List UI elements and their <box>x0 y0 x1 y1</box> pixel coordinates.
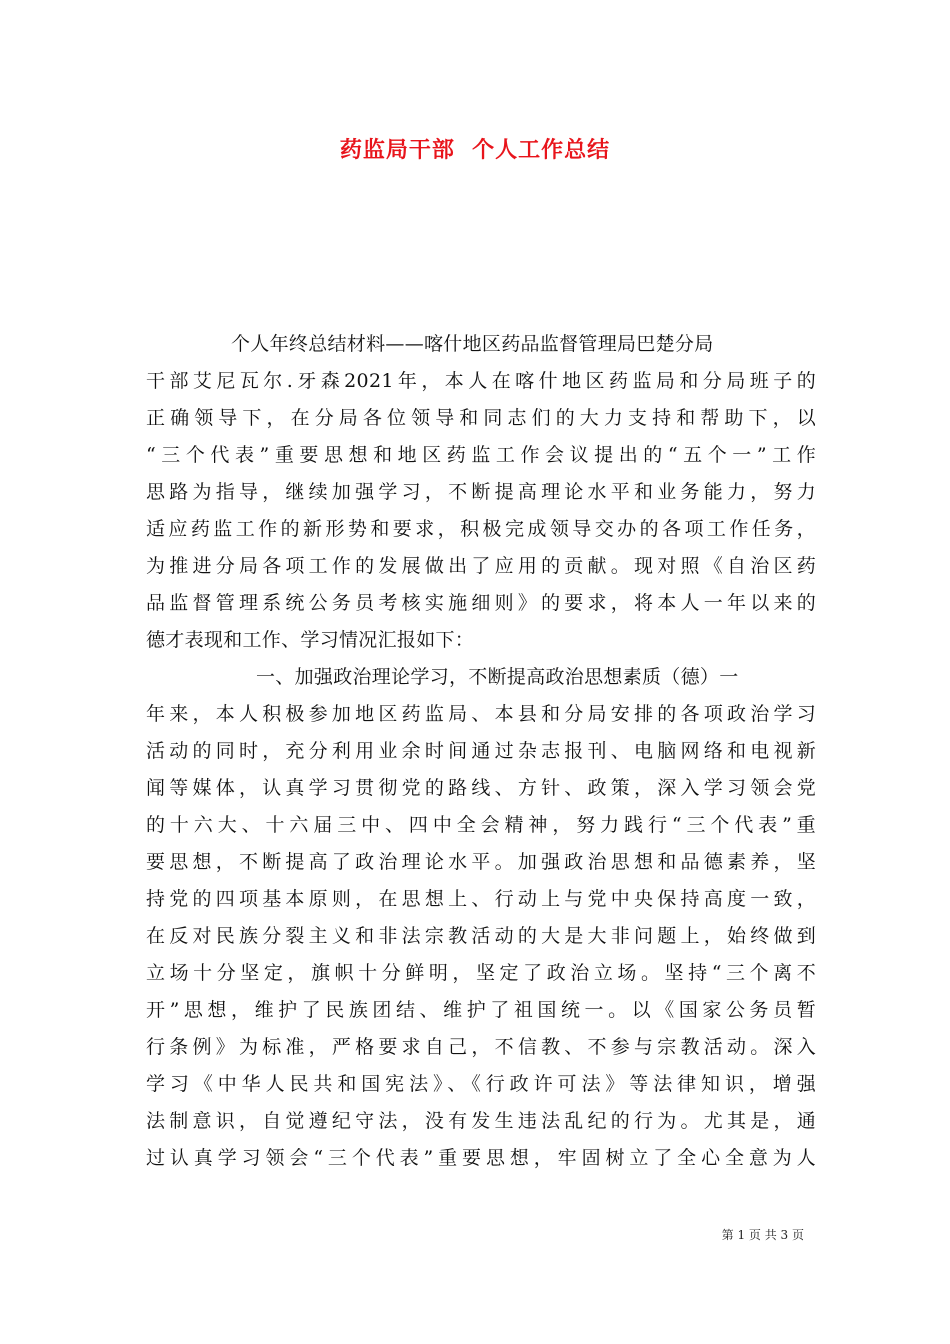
body-line: “三个代表”重要思想和地区药监工作会议提出的“五个一”工作 <box>146 444 816 466</box>
body-line: 思路为指导，继续加强学习，不断提高理论水平和业务能力，努力 <box>146 481 816 503</box>
document-body <box>146 326 816 1177</box>
body-line: 正确领导下，在分局各位领导和同志们的大力支持和帮助下，以 <box>146 407 816 429</box>
page-number-footer: 第 1 页 共 3 页 <box>721 1228 804 1242</box>
body-line: 法制意识，自觉遵纪守法，没有发生违法乱纪的行为。尤其是，通 <box>146 1110 816 1132</box>
body-line: 过认真学习领会“三个代表”重要思想，牢固树立了全心全意为人 <box>146 1147 816 1169</box>
document-title: 药监局干部 个人工作总结 <box>339 137 611 163</box>
body-line: 活动的同时，充分利用业余时间通过杂志报刊、电脑网络和电视新 <box>146 740 816 762</box>
body-line: 闻等媒体，认真学习贯彻党的路线、方针、政策，深入学习领会党 <box>146 777 816 799</box>
body-line: 干部艾尼瓦尔.牙森2021年，本人在喀什地区药监局和分局班子的 <box>146 370 816 392</box>
body-line: 的十六大、十六届三中、四中全会精神，努力践行“三个代表”重 <box>146 814 816 836</box>
body-line: 学习《中华人民共和国宪法》、《行政许可法》等法律知识，增强 <box>146 1073 816 1095</box>
body-line: 持党的四项基本原则，在思想上、行动上与党中央保持高度一致， <box>146 888 816 910</box>
body-line: 品监督管理系统公务员考核实施细则》的要求，将本人一年以来的 <box>146 592 816 614</box>
body-line: 年来，本人积极参加地区药监局、本县和分局安排的各项政治学习 <box>146 703 816 725</box>
section-heading-line: 一、加强政治理论学习，不断提高政治思想素质（德）一 <box>256 666 739 688</box>
body-line: 行条例》为标准，严格要求自己，不信教、不参与宗教活动。深入 <box>146 1036 816 1058</box>
body-line: 立场十分坚定，旗帜十分鲜明，坚定了政治立场。坚持“三个离不 <box>146 962 816 984</box>
body-line: 在反对民族分裂主义和非法宗教活动的大是大非问题上，始终做到 <box>146 925 816 947</box>
body-line: 要思想，不断提高了政治理论水平。加强政治思想和品德素养，坚 <box>146 851 816 873</box>
body-line: 开”思想，维护了民族团结、维护了祖国统一。以《国家公务员暂 <box>146 999 816 1021</box>
body-line: 个人年终总结材料——喀什地区药品监督管理局巴楚分局 <box>231 333 714 355</box>
body-line: 德才表现和工作、学习情况汇报如下： <box>146 629 475 651</box>
body-line: 为推进分局各项工作的发展做出了应用的贡献。现对照《自治区药 <box>146 555 816 577</box>
body-line: 适应药监工作的新形势和要求，积极完成领导交办的各项工作任务， <box>146 518 816 540</box>
